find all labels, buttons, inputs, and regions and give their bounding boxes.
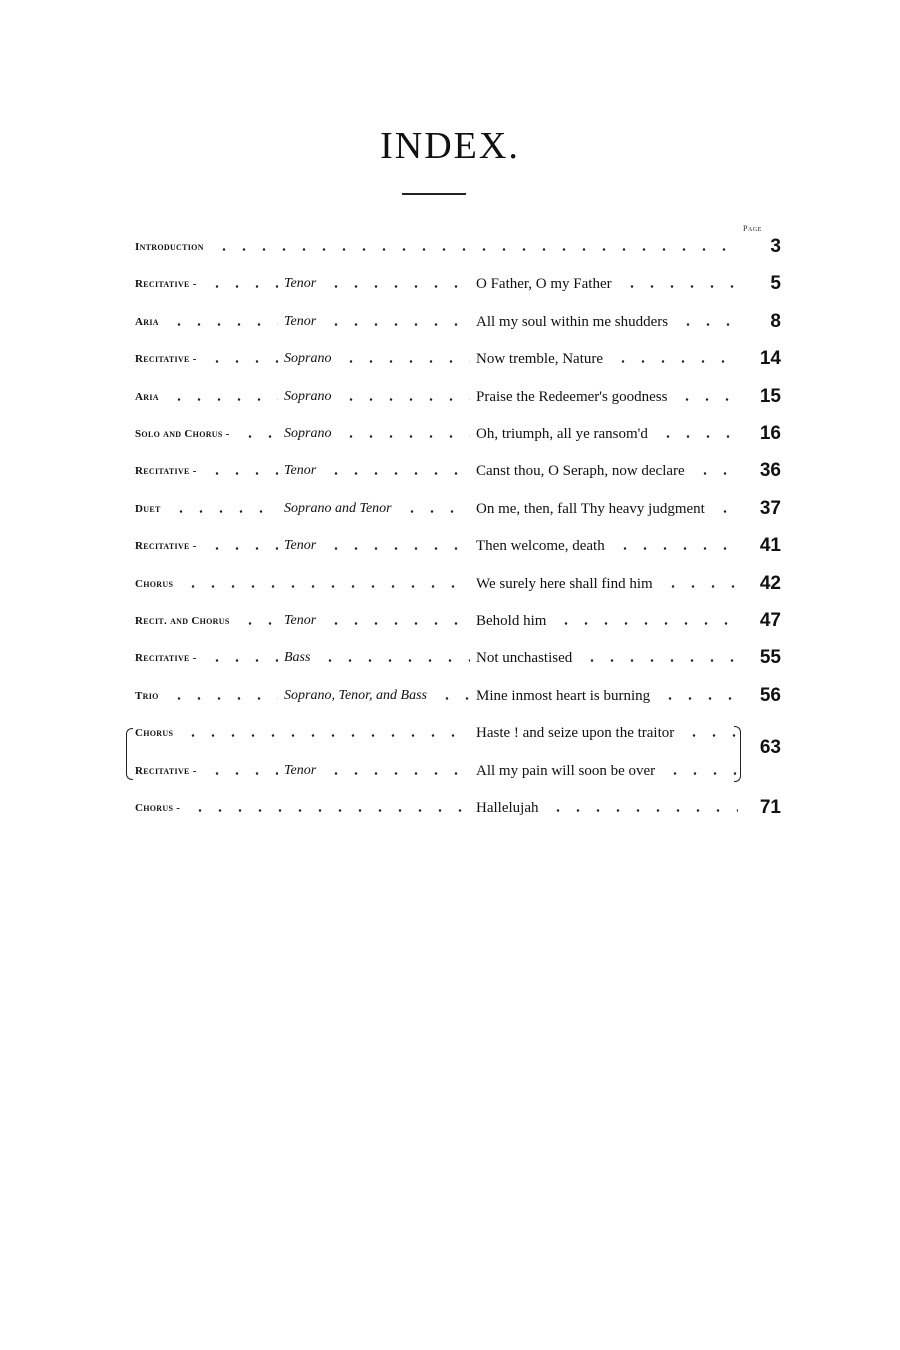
entry-title: Hallelujah xyxy=(476,800,539,816)
entry-type: Recitative - xyxy=(135,765,197,777)
index-entry xyxy=(0,459,900,487)
entry-title: We surely here shall find him xyxy=(476,576,653,592)
entry-type: Trio xyxy=(135,690,159,702)
leader-dots xyxy=(341,360,470,363)
leader-dots xyxy=(548,809,738,812)
index-entry xyxy=(0,684,900,712)
index-entry xyxy=(0,422,900,450)
entry-voice: Soprano, Tenor, and Bass xyxy=(284,688,428,703)
entry-page-number: 42 xyxy=(759,573,781,594)
leader-dots xyxy=(169,398,278,401)
index-entry xyxy=(0,534,900,562)
index-entry xyxy=(0,759,900,787)
index-entry xyxy=(0,235,900,263)
entry-voice: Tenor xyxy=(284,613,317,628)
entry-page-number: 5 xyxy=(770,273,781,294)
leader-dots xyxy=(190,809,470,812)
entry-voice: Soprano xyxy=(284,426,332,441)
leader-dots xyxy=(341,398,470,401)
entry-page-number: 55 xyxy=(759,647,781,668)
leader-dots xyxy=(169,697,278,700)
entry-type: Chorus xyxy=(135,727,174,739)
leader-dots xyxy=(169,323,278,326)
entry-voice: Tenor xyxy=(284,276,317,291)
index-entry xyxy=(0,347,900,375)
entry-voice: Bass xyxy=(284,650,311,665)
entry-voice: Tenor xyxy=(284,314,317,329)
leader-dots xyxy=(402,510,470,513)
entry-type: Aria xyxy=(135,391,159,403)
leader-dots xyxy=(613,360,738,363)
entry-title: All my soul within me shudders xyxy=(476,314,669,330)
title-rule xyxy=(402,193,466,195)
leader-dots xyxy=(214,248,742,251)
entry-page-number: 15 xyxy=(759,386,781,407)
leader-dots xyxy=(684,734,738,737)
leader-dots xyxy=(556,622,738,625)
index-entry xyxy=(0,272,900,300)
page-title: INDEX. xyxy=(380,125,520,167)
entry-title: On me, then, fall Thy heavy judgment xyxy=(476,501,705,517)
entry-page-number: 47 xyxy=(759,610,781,631)
entry-voice: Soprano xyxy=(284,351,332,366)
leader-dots xyxy=(207,772,278,775)
entry-type: Duet xyxy=(135,503,161,515)
leader-dots xyxy=(183,734,470,737)
entry-page-number: 8 xyxy=(770,311,781,332)
entry-title: Behold him xyxy=(476,613,547,629)
index-entry xyxy=(0,609,900,637)
leader-dots xyxy=(207,360,278,363)
leader-dots xyxy=(240,435,278,438)
index-entry xyxy=(0,310,900,338)
entry-voice: Tenor xyxy=(284,763,317,778)
leader-dots xyxy=(207,472,278,475)
entry-page-number: 71 xyxy=(759,797,781,818)
entry-type: Recitative - xyxy=(135,278,197,290)
entry-type: Chorus xyxy=(135,578,174,590)
index-entry xyxy=(0,572,900,600)
leader-dots xyxy=(320,659,470,662)
entry-title: Then welcome, death xyxy=(476,538,605,554)
entry-voice: Tenor xyxy=(284,463,317,478)
leader-dots xyxy=(207,547,278,550)
entry-title: Oh, triumph, all ye ransom'd xyxy=(476,426,648,442)
index-entry xyxy=(0,385,900,413)
leader-dots xyxy=(437,697,470,700)
entry-type: Aria xyxy=(135,316,159,328)
leader-dots xyxy=(341,435,470,438)
left-brace xyxy=(126,728,133,780)
entry-title: Now tremble, Nature xyxy=(476,351,604,367)
leader-dots xyxy=(695,472,738,475)
leader-dots xyxy=(678,323,738,326)
entry-type: Recit. and Chorus xyxy=(135,615,230,627)
leader-dots xyxy=(658,435,738,438)
entry-title: All my pain will soon be over xyxy=(476,763,656,779)
leader-dots xyxy=(677,398,738,401)
entry-voice: Soprano and Tenor xyxy=(284,501,392,516)
leader-dots xyxy=(665,772,738,775)
index-entry xyxy=(0,796,900,824)
leader-dots xyxy=(622,285,738,288)
entry-type: Introduction xyxy=(135,241,204,253)
leader-dots xyxy=(326,285,470,288)
entry-page-number: 36 xyxy=(759,460,781,481)
entry-title: Not unchastised xyxy=(476,650,573,666)
entry-page-number: 3 xyxy=(770,236,781,257)
leader-dots xyxy=(582,659,738,662)
entry-title: O Father, O my Father xyxy=(476,276,612,292)
index-entry xyxy=(0,497,900,525)
leader-dots xyxy=(326,323,470,326)
entry-page-number: 41 xyxy=(759,535,781,556)
entry-page-number: 56 xyxy=(759,685,781,706)
leader-dots xyxy=(326,472,470,475)
leader-dots xyxy=(240,622,278,625)
entry-type: Recitative - xyxy=(135,652,197,664)
leader-dots xyxy=(183,585,470,588)
leader-dots xyxy=(615,547,738,550)
entry-page-number: 16 xyxy=(759,423,781,444)
right-brace xyxy=(734,726,741,782)
leader-dots xyxy=(326,547,470,550)
leader-dots xyxy=(207,285,278,288)
entry-voice: Soprano xyxy=(284,389,332,404)
leader-dots xyxy=(660,697,738,700)
leader-dots xyxy=(663,585,738,588)
entry-title: Canst thou, O Seraph, now declare xyxy=(476,463,685,479)
entry-page-number: 14 xyxy=(759,348,781,369)
leader-dots xyxy=(326,622,470,625)
entry-type: Recitative - xyxy=(135,540,197,552)
entry-title: Haste ! and seize upon the traitor xyxy=(476,725,675,741)
leader-dots xyxy=(171,510,278,513)
grouped-page-number: 63 xyxy=(759,737,781,758)
entry-type: Chorus - xyxy=(135,802,181,814)
leader-dots xyxy=(207,659,278,662)
entry-title: Praise the Redeemer's goodness xyxy=(476,389,668,405)
index-entry xyxy=(0,646,900,674)
leader-dots xyxy=(326,772,470,775)
entry-title: Mine inmost heart is burning xyxy=(476,688,651,704)
entry-page-number: 37 xyxy=(759,498,781,519)
entry-type: Solo and Chorus - xyxy=(135,428,230,440)
leader-dots xyxy=(715,510,738,513)
entry-voice: Tenor xyxy=(284,538,317,553)
page-column-label: Page xyxy=(743,224,762,233)
entry-type: Recitative - xyxy=(135,353,197,365)
entry-type: Recitative - xyxy=(135,465,197,477)
